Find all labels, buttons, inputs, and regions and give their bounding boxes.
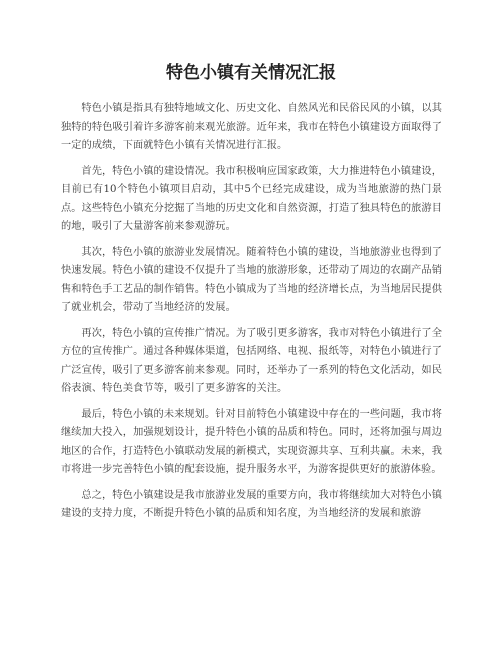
document-body (61, 100, 442, 531)
paragraph-summary: 总之，特色小镇建设是我市旅游业发展的重要方向，我市将继续加大对特色小镇建设的支持力度，不断提升特色小镇的品质和知名度，为当地经济的发展和旅游 (61, 489, 442, 519)
paragraph-construction: 首先，特色小镇的建设情况。我市积极响应国家政策，大力推进特色小镇建设，目前已有10个特色小镇项目启动，其中5个已经完成建设，成为当地旅游的热门景点。这些特色小镇充分挖掘了当地的历史文化和自然资源，打造了独具特色的旅游目的地，吸引了大量游客前来参观游玩。 (61, 165, 442, 232)
paragraph-intro: 特色小镇是指具有独特地域文化、历史文化、自然风光和民俗民风的小镇，以其独特的特色吸引着许多游客前来观光旅游。近年来，我市在特色小镇建设方面取得了一定的成绩，下面就特色小镇有关情况进行汇报。 (61, 103, 442, 151)
paragraph-promotion: 再次，特色小镇的宣传推广情况。为了吸引更多游客，我市对特色小镇进行了全方位的宣传推广。通过各种媒体渠道，包括网络、电视、报纸等，对特色小镇进行了广泛宣传，吸引了更多游客前来参观。同时，还举办了一系列的特色文化活动，如民俗表演、特色美食节等，吸引了更多游客的关注。 (61, 327, 442, 394)
paragraph-future-plan: 最后，特色小镇的未来规划。针对目前特色小镇建设中存在的一些问题，我市将继续加大投入，加强规划设计，提升特色小镇的品质和特色。同时，还将加强与周边地区的合作，打造特色小镇联动发展的新模式，实现资源共享、互利共赢。未来，我市将进一步完善特色小镇的配套设施，提升服务水平，为游客提供更好的旅游体验。 (61, 408, 442, 475)
document-title: 特色小镇有关情况汇报 (166, 63, 336, 83)
paragraph-tourism: 其次，特色小镇的旅游业发展情况。随着特色小镇的建设，当地旅游业也得到了快速发展。特色小镇的建设不仅提升了当地的旅游形象，还带动了周边的农副产品销售和特色手工艺品的制作销售。特色小镇成为了当地的经济增长点，为当地居民提供了就业机会，带动了当地经济的发展。 (61, 246, 442, 313)
